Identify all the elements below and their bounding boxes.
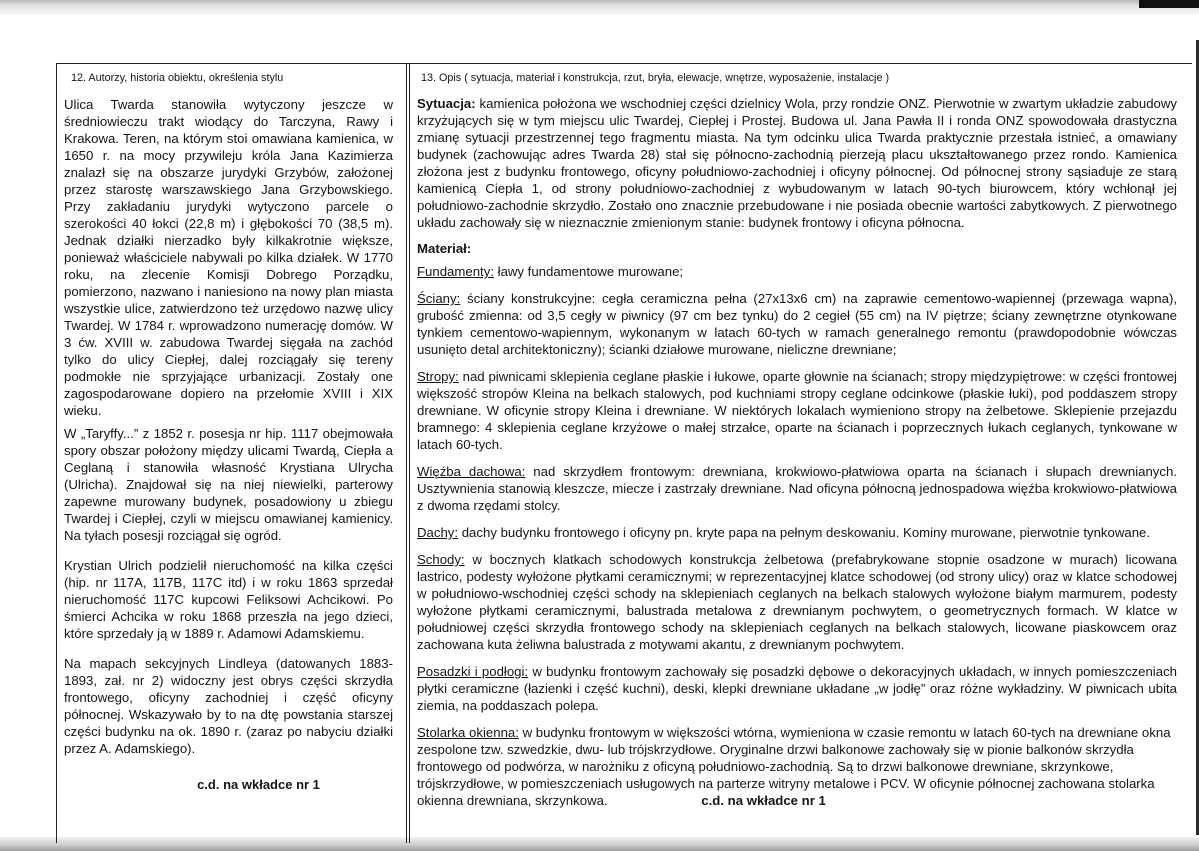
sytuacja-paragraph — [417, 95, 1177, 231]
wiezba-paragraph — [417, 463, 1177, 514]
fundamenty-text: ławy fundamentowe murowane; — [497, 264, 684, 279]
sciany-text: ściany konstrukcyjne: cegła ceramiczna pełna (27x13x6 cm) na zaprawie cementowo-wapiennej (przewaga wapna), grubość zmienna: od 3,5 cegły w piwnicy (97 cm bez tynku) do 2 cegieł (55 cm) na IV piętrze; ściany zewnętrzne otynkowane tynkiem cementowo-wapiennym, wykonanym w latach 60-tych w ramach generalnego remontu (prawdopodobnie wówczas usunięto detal architektoniczny); ścianki działowe murowane, nieliczne drewniane; — [417, 291, 1178, 357]
posadzki-paragraph — [417, 663, 1177, 714]
history-paragraph-4: Na mapach sekcyjnych Lindleya (datowanych 1883-1893, zał. nr 2) widoczny jest obrys części skrzydła frontowego, oficyny zachodniej i część oficyny północnej. Wskazywało by to na dtę powstania starszej części budynku na ok. 1890 r. (zaraz po nabyciu działki przez A. Adamskiego). — [64, 656, 393, 756]
posadzki-label: Posadzki i podłogi: — [417, 664, 529, 679]
section-13-heading: 13. Opis ( sytuacja, materiał i konstrukcja, rzut, bryła, elewacje, wnętrze, wyposażenie, instalacje ) — [421, 72, 890, 84]
schody-label: Schody: — [417, 552, 465, 567]
scan-edge-top — [0, 0, 1199, 14]
continued-note-right: c.d. na wkładce nr 1 — [701, 793, 826, 808]
sciany-label: Ściany: — [417, 291, 461, 306]
stolarka-label: Stolarka okienna: — [417, 725, 519, 740]
dachy-paragraph — [417, 524, 1177, 541]
wiezba-label: Więźba dachowa: — [417, 464, 526, 479]
sytuacja-label: Sytuacja: — [417, 96, 476, 111]
sytuacja-text: kamienica położona we wschodniej części dzielnicy Wola, przy rondzie ONZ. Pierwotnie w zwartym układzie zabudowy krzyżujących się w tym miejscu ulic Twardej, Ciepłej i Prostej. Budowa ul. Jana Pawła II i ronda ONZ spowodowała drastyczna zmianę sytuacji przestrzennej tego fragmentu miasta. Na tym odcinku ulica Twarda praktycznie przestała istnieć, a omawiany budynek (zachowując adres Twarda 28) stał się północno-zachodnią pierzeją placu ukształtowanego przez rondo. Kamienica złożona jest z budynku frontowego, oficyny południowo-zachodniej i oficyny północnej. Od północnej strony sąsiaduje ze starą kamienicą Ciepła 1, od strony południowo-zachodniej z wybudowanym w latach 90-tych biurowcem, który wchłonął jej południowo-zachodnie skrzydło. Zostało ono znacznie przebudowane i nie posiada obecnie wartości zabytkowych. Z pierwotnego układu zachowały się w nieznacznie zmienionym stanie: budynek frontowy i oficyna północna. — [417, 96, 1177, 230]
sciany-paragraph — [417, 290, 1177, 358]
posadzki-text: w budynku frontowym zachowały się posadzki dębowe o dekoracyjnych układach, w innych pomieszczeniach płytki ceramiczne (łazienki i część kuchni), deski, klepki drewniane układane „w jodłę” oraz różne wykładziny. W piwnicach ubita ziemia, na poddaszach polepa. — [417, 664, 1178, 713]
history-column — [64, 96, 393, 792]
fundamenty-label: Fundamenty: — [417, 264, 494, 279]
dachy-label: Dachy: — [417, 525, 459, 540]
stropy-label: Stropy: — [417, 369, 459, 384]
section-12-heading: 12. Autorzy, historia obiektu, określenia stylu — [71, 72, 284, 84]
column-divider — [406, 63, 410, 843]
material-heading: Materiał: — [417, 241, 472, 256]
wiezba-text: nad skrzydłem frontowym: drewniana, krokwiowo-płatwiowa oparta na ścianach i słupach drewnianych. Usztywnienia stanowią kleszcze, miecze i zastrzały drewniane. Nad oficyna północną jednospadowa więźba krokwiowo-płatwiowa z dwoma rzędami stolcy. — [417, 464, 1177, 513]
stolarka-paragraph — [417, 724, 1177, 809]
history-paragraph-1: Ulica Twarda stanowiła wytyczony jeszcze w średniowieczu trakt wiodący do Tarczyna, Rawy i Krakowa. Teren, na którym stoi omawiana kamienica, w 1650 r. na mocy przywileju króla Jana Kazimierza znalazł się na obszarze jurydyki Grzybów, założonej przez starostę warszawskiego Jana Grzybowskiego. Przy zakładaniu jurydyki wytyczono parcele o szerokości 40 łokci (22,8 m) i głębokości 70 (38,5 m). Jednak działki nierzadko były kilkakrotnie większe, ponieważ właściciele nabywali po kilka działek. W 1770 roku, na zlecenie Komisji Dobrego Porządku, pomierzono, nazwano i naniesiono na nowy plan miasta wszystkie ulice, zatwierdzono też urzędowo nazwę ulicy Twardej. W 1784 r. wprowadzono numerację domów. W 3 ćw. XVIII w. zabudowa Twardej sięgała na zachód tylko do ulicy Ciepłej, dalej rozciągały się tereny podmokłe nie sprzyjające urbanizacji. Zostały one zagospodarowane dopiero na przełomie XVIII i XIX wieku. — [64, 97, 393, 418]
stropy-text: nad piwnicami sklepienia ceglane płaskie i łukowe, oparte głownie na ścianach; stropy międzypiętrowe: w części frontowej większość stropów Kleina na belkach stalowych, pod kuchniami stropy ceglane odcinkowe (płaskie łuki), pod poddaszem stropy drewniane. W oficynie stropy Kleina i drewniane. W niektórych lokalach wymieniono stropy na żelbetowe. Sklepienie przejazdu bramnego: 4 sklepienia ceglane krzyżowe o małej strzałce, oparte na ścianach i poprzecznych łukach ceglanych, tynkowane w latach 60-tych. — [417, 369, 1177, 452]
fundamenty-paragraph — [417, 263, 1177, 280]
continued-note-left: c.d. na wkładce nr 1 — [197, 777, 320, 792]
dachy-text: dachy budynku frontowego i oficyny pn. kryte papa na pełnym deskowaniu. Kominy murowane, pierwotnie tynkowane. — [461, 525, 1151, 540]
description-column — [417, 95, 1177, 819]
schody-text: w bocznych klatkach schodowych konstrukcja żelbetowa (prefabrykowane stopnie osadzone w murach) licowana lastrico, podesty wyłożone płytkami ceramicznymi; w reprezentacyjnej klatce schodowej (od strony ulicy) oraz w klatce schodowej w południowo-wschodniej części schody na sklepieniach ceglanych na belkach stalowych wyłożone białym marmurem, podesty wyłożone płytkami ceramicznymi, balustrada metalowa z drewnianym pochwytem, o geometrycznych formach. W klatce w południowej części skrzydła frontowego schody na sklepieniach ceglanych na belkach stalowych, licowane piaskowcem oraz zachowana kuta żeliwna balustrada z motywami akantu, z drewnianym pochwytem. — [417, 552, 1177, 652]
schody-paragraph — [417, 551, 1177, 653]
stropy-paragraph — [417, 368, 1177, 453]
history-paragraph-2: W „Taryffy...” z 1852 r. posesja nr hip. 1117 obejmowała spory obszar położony między ulicami Twardą, Ciepła a Ceglaną i stanowiła własność Krystiana Ulrycha (Ulricha). Znajdował się na niej niewielki, parterowy zapewne murowany budynek, posadowiony u zbiegu Twardej i Ciepłej, czyli w miejscu omawianej kamienicy. Na tyłach posesji rozciągał się ogród. — [64, 426, 393, 543]
history-paragraph-3: Krystian Ulrich podzielił nieruchomość na kilka części (hip. nr 117A, 117B, 117C itd) i w roku 1863 sprzedał nieruchomość 117C kupcowi Feliksowi Achcikowi. Po śmierci Achcika w roku 1868 przeszła na jego dzieci, które sprzedały ją w 1889 r. Adamowi Adamskiemu. — [64, 558, 393, 641]
stolarka-text: w budynku frontowym w większości wtórna, wymieniona w czasie remontu w latach 60-tych na drewniane okna zespolone tzw. szwedzkie, dwu- lub trójskrzydłowe. Oryginalne drzwi balkonowe zachowały się w pionie balkonów skrzydła frontowego od podwórza, w narożniku z oficyną południowo-zachodnią. Są to drzwi balkonowe drewniane, skrzynkowe, trójskrzydłowe, w pomieszczeniach usługowych na parterze witryny metalowe i PCV. W oficynie północnej zachowana stolarka okienna drewniana, skrzynkowa. — [417, 725, 1171, 808]
